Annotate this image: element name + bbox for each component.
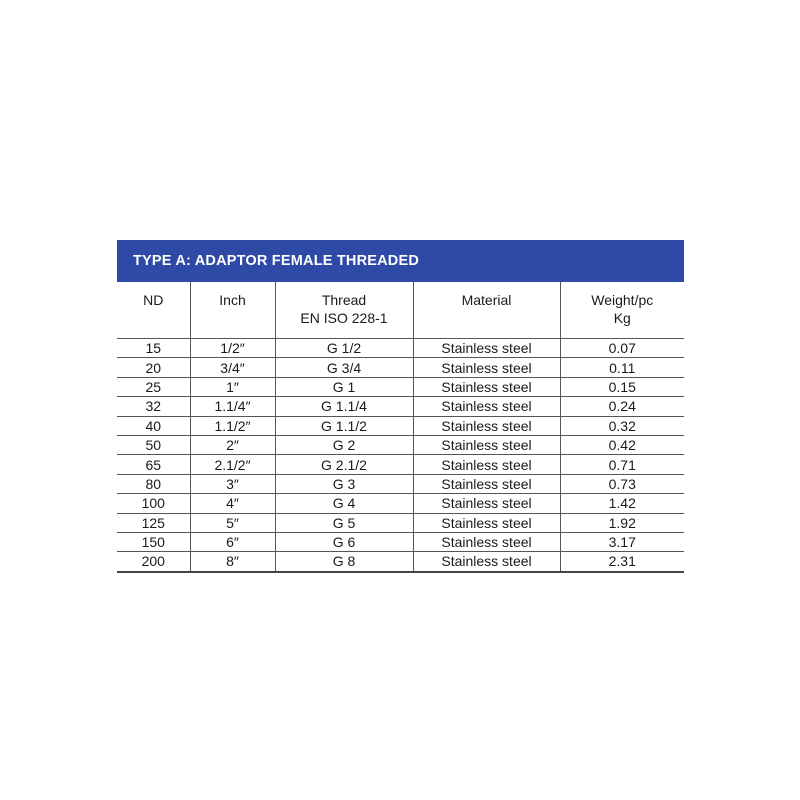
cell-inch: 2.1/2″ xyxy=(190,455,275,474)
table-header xyxy=(117,282,684,339)
spec-table-container xyxy=(117,240,684,573)
cell-nd: 100 xyxy=(117,494,190,513)
header-weight xyxy=(560,282,684,339)
cell-thread: G 2 xyxy=(275,435,413,454)
cell-thread: G 4 xyxy=(275,494,413,513)
cell-material: Stainless steel xyxy=(413,552,560,572)
cell-nd: 125 xyxy=(117,513,190,532)
cell-weight: 0.73 xyxy=(560,474,684,493)
cell-thread: G 6 xyxy=(275,532,413,551)
cell-thread: G 8 xyxy=(275,552,413,572)
cell-weight: 0.07 xyxy=(560,339,684,358)
cell-inch: 1″ xyxy=(190,377,275,396)
cell-thread: G 1 xyxy=(275,377,413,396)
table-row xyxy=(117,358,684,377)
cell-nd: 50 xyxy=(117,435,190,454)
cell-material: Stainless steel xyxy=(413,339,560,358)
table-row xyxy=(117,552,684,572)
cell-thread: G 5 xyxy=(275,513,413,532)
cell-thread: G 1.1/2 xyxy=(275,416,413,435)
cell-weight: 0.42 xyxy=(560,435,684,454)
cell-inch: 2″ xyxy=(190,435,275,454)
cell-material: Stainless steel xyxy=(413,397,560,416)
table-row xyxy=(117,435,684,454)
table-row xyxy=(117,494,684,513)
cell-nd: 65 xyxy=(117,455,190,474)
cell-nd: 20 xyxy=(117,358,190,377)
cell-inch: 3″ xyxy=(190,474,275,493)
cell-material: Stainless steel xyxy=(413,435,560,454)
header-thread-standard: EN ISO 228-1 xyxy=(300,310,388,326)
header-weight-label: Weight/pc xyxy=(591,292,654,308)
cell-material: Stainless steel xyxy=(413,377,560,396)
header-nd xyxy=(117,282,190,339)
table-row xyxy=(117,474,684,493)
cell-material: Stainless steel xyxy=(413,455,560,474)
cell-inch: 8″ xyxy=(190,552,275,572)
cell-thread: G 3/4 xyxy=(275,358,413,377)
cell-nd: 40 xyxy=(117,416,190,435)
table-row xyxy=(117,416,684,435)
cell-weight: 0.24 xyxy=(560,397,684,416)
cell-nd: 15 xyxy=(117,339,190,358)
cell-inch: 1.1/2″ xyxy=(190,416,275,435)
cell-nd: 25 xyxy=(117,377,190,396)
cell-material: Stainless steel xyxy=(413,474,560,493)
header-nd-label: ND xyxy=(143,292,164,308)
cell-weight: 0.15 xyxy=(560,377,684,396)
cell-weight: 2.31 xyxy=(560,552,684,572)
header-thread xyxy=(275,282,413,339)
cell-weight: 1.92 xyxy=(560,513,684,532)
table-row xyxy=(117,397,684,416)
header-inch-label: Inch xyxy=(219,292,246,308)
cell-weight: 1.42 xyxy=(560,494,684,513)
cell-inch: 6″ xyxy=(190,532,275,551)
cell-nd: 150 xyxy=(117,532,190,551)
table-row xyxy=(117,513,684,532)
cell-inch: 4″ xyxy=(190,494,275,513)
cell-material: Stainless steel xyxy=(413,416,560,435)
cell-material: Stainless steel xyxy=(413,532,560,551)
cell-thread: G 1.1/4 xyxy=(275,397,413,416)
table-title: TYPE A: ADAPTOR FEMALE THREADED xyxy=(117,240,684,282)
table-body xyxy=(117,339,684,572)
cell-thread: G 2.1/2 xyxy=(275,455,413,474)
cell-thread: G 1/2 xyxy=(275,339,413,358)
cell-material: Stainless steel xyxy=(413,513,560,532)
cell-weight: 0.32 xyxy=(560,416,684,435)
header-row xyxy=(117,282,684,339)
cell-thread: G 3 xyxy=(275,474,413,493)
cell-weight: 0.71 xyxy=(560,455,684,474)
cell-nd: 80 xyxy=(117,474,190,493)
cell-inch: 1.1/4″ xyxy=(190,397,275,416)
cell-inch: 1/2″ xyxy=(190,339,275,358)
cell-inch: 3/4″ xyxy=(190,358,275,377)
header-weight-unit: Kg xyxy=(613,310,631,326)
header-material xyxy=(413,282,560,339)
table-row xyxy=(117,532,684,551)
cell-weight: 0.11 xyxy=(560,358,684,377)
table-row xyxy=(117,377,684,396)
header-inch xyxy=(190,282,275,339)
cell-nd: 200 xyxy=(117,552,190,572)
table-row xyxy=(117,339,684,358)
header-thread-label: Thread xyxy=(321,292,367,308)
header-material-label: Material xyxy=(461,292,512,308)
spec-table xyxy=(117,282,684,573)
cell-inch: 5″ xyxy=(190,513,275,532)
table-row xyxy=(117,455,684,474)
cell-weight: 3.17 xyxy=(560,532,684,551)
cell-material: Stainless steel xyxy=(413,358,560,377)
cell-nd: 32 xyxy=(117,397,190,416)
cell-material: Stainless steel xyxy=(413,494,560,513)
